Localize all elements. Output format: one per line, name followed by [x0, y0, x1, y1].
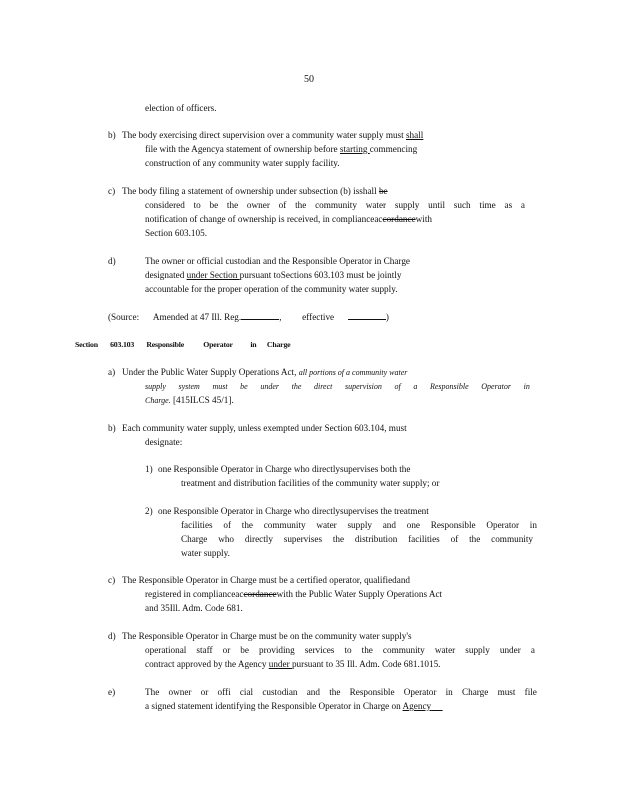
item-b-line-2: file with the Agencya statement of ownership before starting commencing	[145, 144, 418, 154]
item-a2-line-1: Under the Public Water Supply Operations Act, all portions of a community water	[122, 367, 408, 377]
item-c2-line-2: registered in complianceaccordancewith the Public Water Supply Operations Act	[145, 589, 443, 599]
sub-2-line-3: Charge who directly supervises the distribution facilities of the community	[181, 534, 533, 544]
sub-2-line-2: facilities of the community water supply and one Responsible Operator in	[181, 520, 537, 530]
source-note: (Source: Amended at 47 Ill. Reg. , effective )	[108, 312, 389, 322]
item-d-line-2: designated under Section pursuant toSections 603.103 must be jointly	[145, 270, 402, 280]
item-d2-line-3: contract approved by the Agency under pursuant to 35 Ill. Adm. Code 681.1015.	[145, 659, 441, 669]
item-a2-line-2: supply system must be under the direct supervision of a Responsible Operator in	[145, 382, 530, 391]
item-c-line-3: notification of change of ownership is received, in complianceaccordancewith	[145, 214, 433, 224]
sub-1-line-1: one Responsible Operator in Charge who directlysupervises both the	[158, 464, 411, 474]
item-c-line-2: considered to be the owner of the community water supply until such time as a	[145, 200, 525, 210]
sub-1-label: 1)	[145, 464, 153, 474]
item-c-line-1: The body filing a statement of ownership under subsection (b) isshall be	[122, 186, 388, 196]
item-e2-line-1: The owner or offi cial custodian and the Responsible Operator in Charge must file	[145, 687, 537, 697]
item-c-label: c)	[108, 186, 116, 196]
item-c2-label: c)	[108, 575, 116, 585]
item-d2-line-1: The Responsible Operator in Charge must be on the community water supply's	[122, 631, 412, 641]
item-b-line-1: The body exercising direct supervision over a community water supply must shall	[122, 130, 424, 140]
item-c2-line-1: The Responsible Operator in Charge must be a certified operator, qualifiedand	[122, 575, 411, 585]
item-b2-label: b)	[108, 423, 116, 433]
item-b-line-3: construction of any community water supply facility.	[145, 158, 340, 168]
item-d-line-3: accountable for the proper operation of the community water supply.	[145, 284, 398, 294]
item-a2-label: a)	[108, 367, 116, 377]
item-d2-label: d)	[108, 631, 116, 641]
item-e2-label: e)	[108, 687, 116, 697]
item-c2-line-3: and 35Ill. Adm. Code 681.	[145, 603, 243, 613]
page-number: 50	[304, 74, 314, 85]
election-line: election of officers.	[145, 103, 217, 113]
item-b2-line-2: designate:	[145, 437, 183, 447]
item-b2-line-1: Each community water supply, unless exempted under Section 603.104, must	[122, 423, 407, 433]
sub-2-line-1: one Responsible Operator in Charge who directlysupervises the treatment	[158, 506, 429, 516]
item-b-label: b)	[108, 130, 116, 140]
item-c-line-4: Section 603.105.	[145, 228, 208, 238]
item-d2-line-2: operational staff or be providing services to the community water supply under a	[145, 645, 535, 655]
section-heading: Section 603.103 Responsible Operator in Charge	[75, 340, 291, 349]
sub-2-line-4: water supply.	[181, 548, 230, 558]
item-a2-line-3: Charge. [415ILCS 45/1].	[145, 395, 234, 405]
item-e2-line-2: a signed statement identifying the Responsible Operator in Charge on Agency	[145, 701, 432, 711]
sub-1-line-2: treatment and distribution facilities of the community water supply; or	[181, 478, 440, 488]
item-d-line-1: The owner or official custodian and the Responsible Operator in Charge	[145, 256, 411, 266]
item-d-label: d)	[108, 256, 116, 266]
sub-2-label: 2)	[145, 506, 153, 516]
